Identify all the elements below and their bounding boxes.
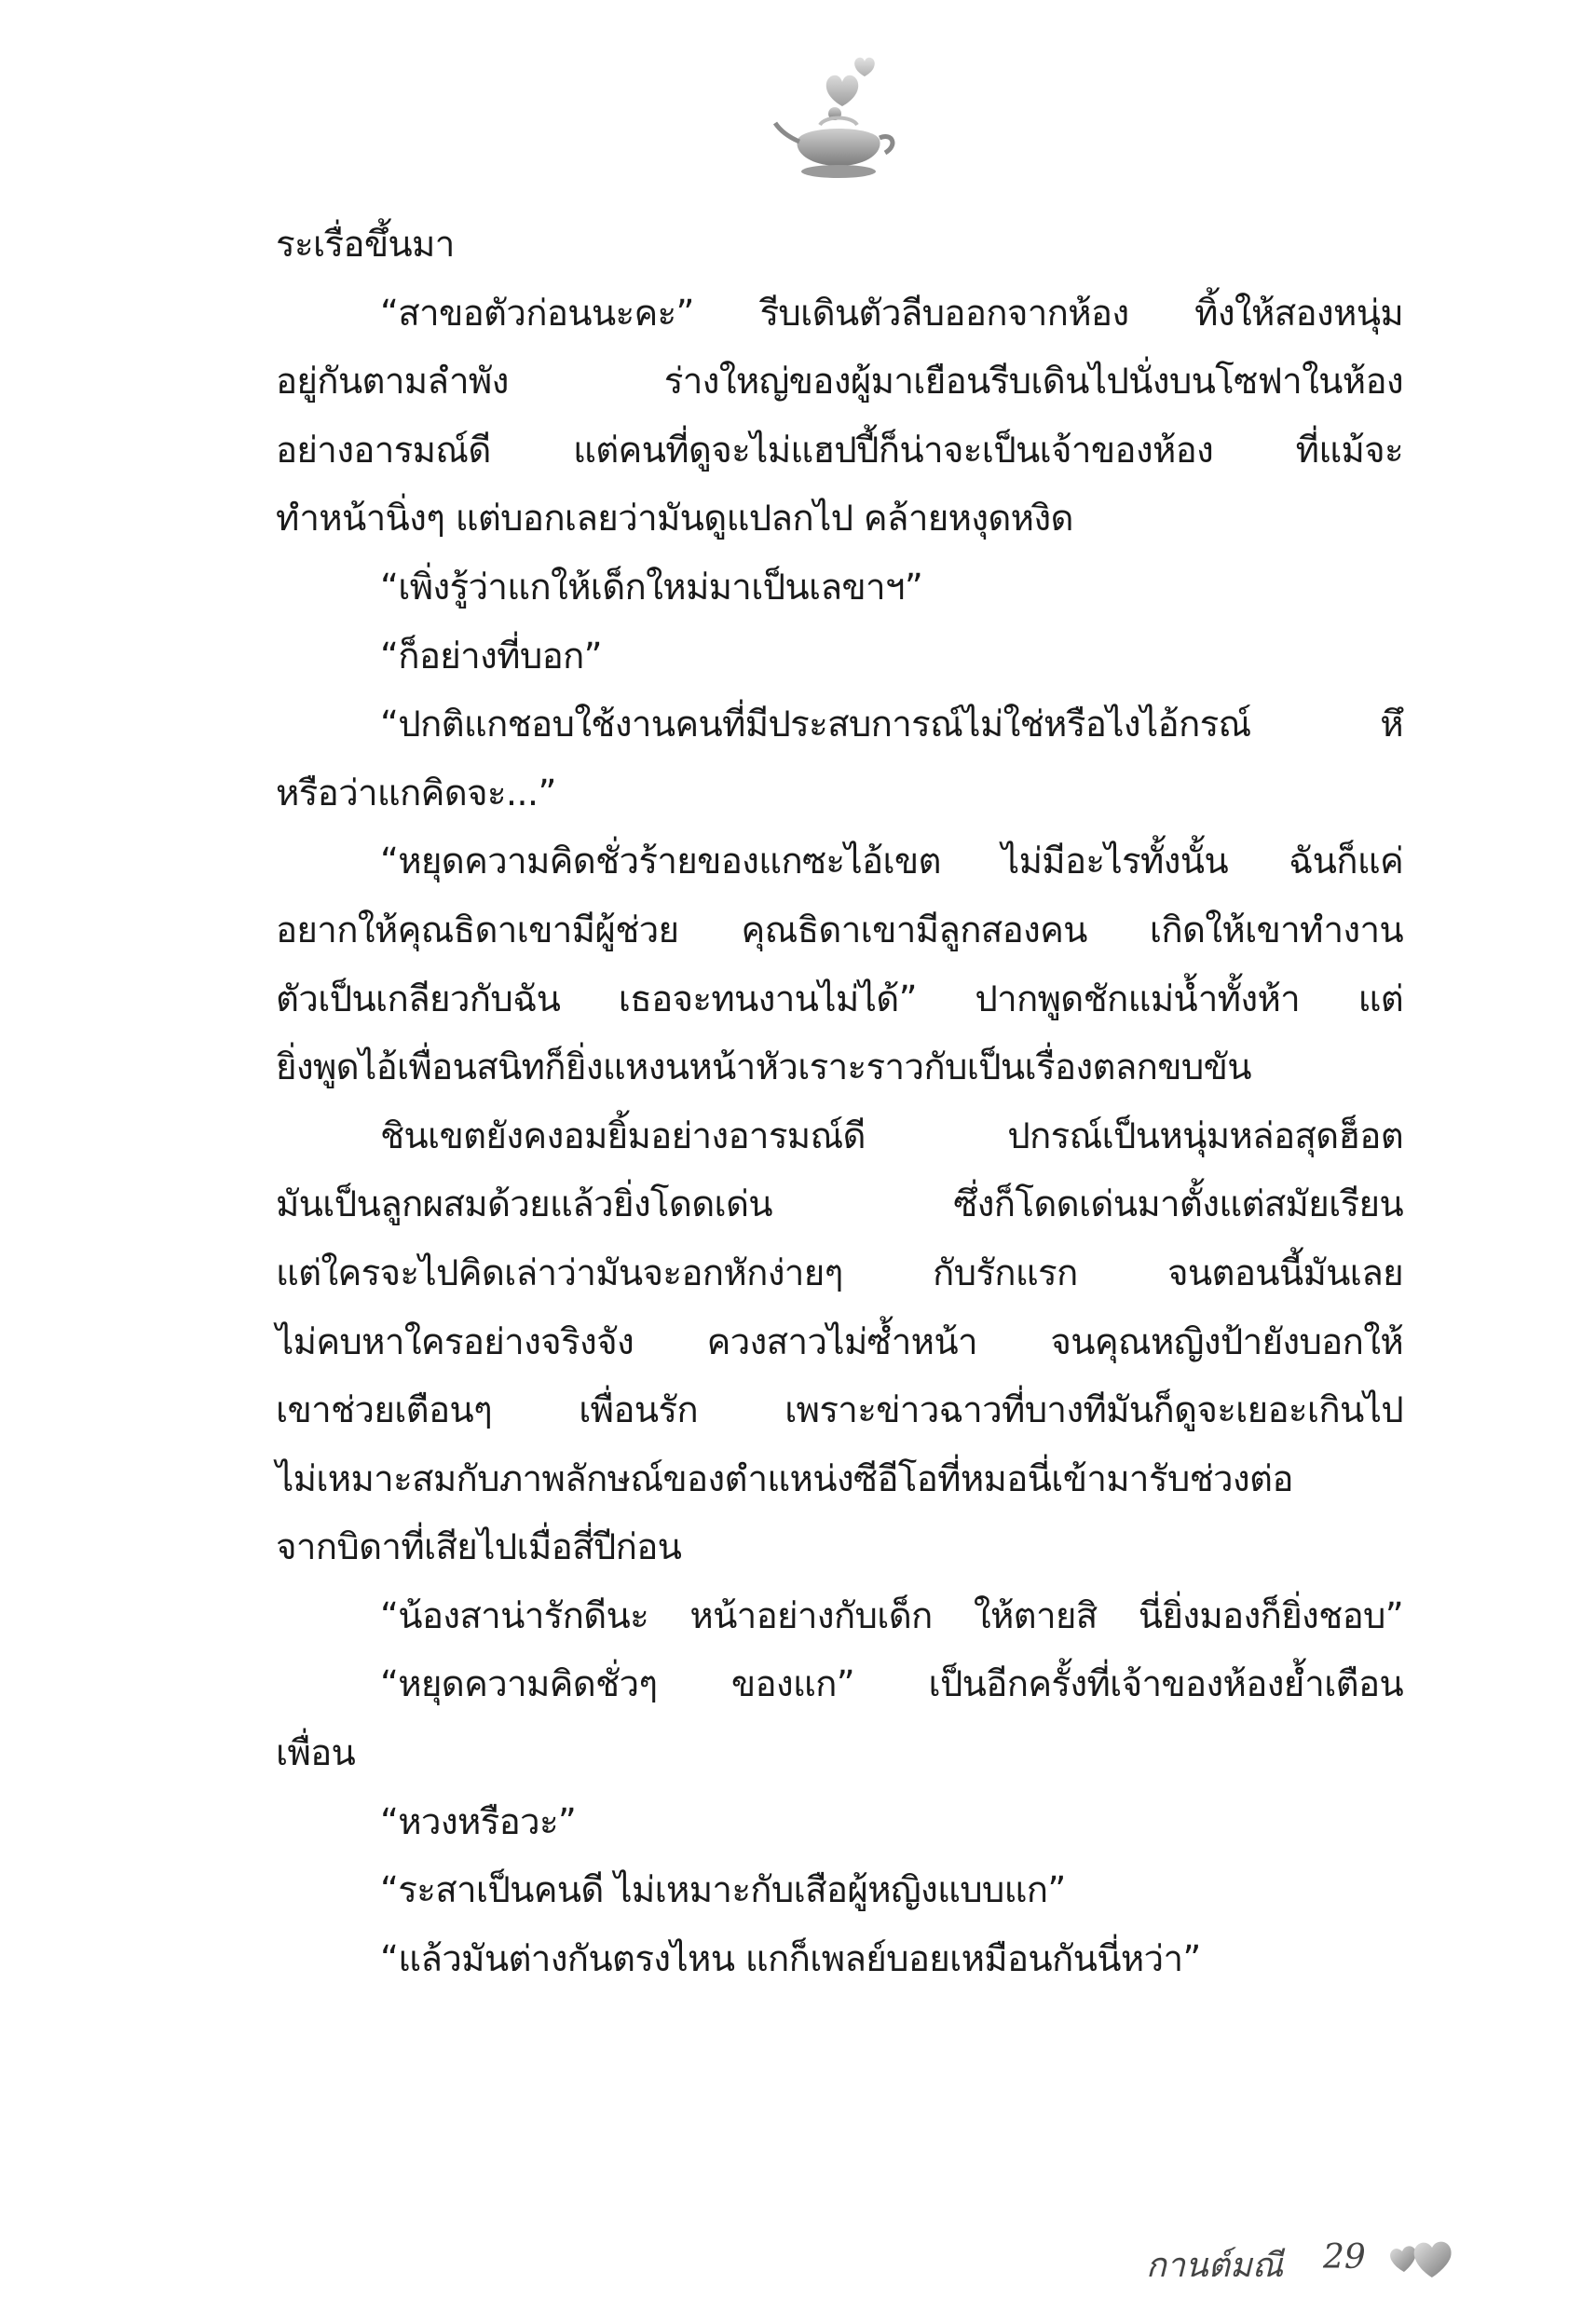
text-line: อย่างอารมณ์ดี แต่คนที่ดูจะไม่แฮปปี้ก็น่าจะเป็นเจ้าของห้อง ที่แม้จะ bbox=[276, 429, 1403, 472]
text-line: “แล้วมันต่างกันตรงไหน แกก็เพลย์บอยเหมือนกันนี่หว่า” bbox=[380, 1937, 1201, 1980]
text-line: มันเป็นลูกผสมด้วยแล้วยิ่งโดดเด่น ซึ่งก็โดดเด่นมาตั้งแต่สมัยเรียน bbox=[276, 1183, 1403, 1226]
text-line: “น้องสาน่ารักดีนะ หน้าอย่างกับเด็ก ให้ตายสิ นี่ยิ่งมองก็ยิ่งชอบ” bbox=[380, 1594, 1403, 1637]
cupid-teapot-ornament-icon bbox=[770, 48, 909, 188]
page-footer bbox=[1146, 2231, 1463, 2305]
text-line: ไม่เหมาะสมกับภาพลักษณ์ของตำแหน่งซีอีโอที่หมอนี่เข้ามารับช่วงต่อ bbox=[276, 1457, 1293, 1500]
text-line: “หยุดความคิดชั่วร้ายของแกซะไอ้เขต ไม่มีอะไรทั้งนั้น ฉันก็แค่ bbox=[380, 841, 1403, 883]
text-line: ชินเขตยังคงอมยิ้มอย่างอารมณ์ดี ปกรณ์เป็นหนุ่มหล่อสุดฮ็อต bbox=[380, 1114, 1403, 1157]
text-line: ระเรื่อขึ้นมา bbox=[276, 224, 455, 266]
text-line: เพื่อน bbox=[276, 1732, 356, 1775]
text-line: “หวงหรือวะ” bbox=[380, 1800, 577, 1843]
twin-hearts-icon bbox=[1384, 2231, 1458, 2287]
text-line: อยู่กันตามลำพัง ร่างใหญ่ของผู้มาเยือนรีบเดินไปนั่งบนโซฟาในห้อง bbox=[276, 361, 1403, 403]
text-line: อยากให้คุณธิดาเขามีผู้ช่วย คุณธิดาเขามีลูกสองคน เกิดให้เขาทำงาน bbox=[276, 909, 1403, 951]
text-line: เขาช่วยเตือนๆ เพื่อนรัก เพราะข่าวฉาวที่บางทีมันก็ดูจะเยอะเกินไป bbox=[276, 1389, 1403, 1432]
text-line: ตัวเป็นเกลียวกับฉัน เธอจะทนงานไม่ได้” ปากพูดชักแม่น้ำทั้งห้า แต่ bbox=[276, 978, 1403, 1020]
text-line: ยิ่งพูดไอ้เพื่อนสนิทก็ยิ่งแหงนหน้าหัวเราะราวกับเป็นเรื่องตลกขบขัน bbox=[276, 1046, 1251, 1089]
text-line: แต่ใครจะไปคิดเล่าว่ามันจะอกหักง่ายๆ กับรักแรก จนตอนนี้มันเลย bbox=[276, 1251, 1403, 1294]
text-line: ทำหน้านิ่งๆ แต่บอกเลยว่ามันดูแปลกไป คล้ายหงุดหงิด bbox=[276, 498, 1073, 540]
text-line: ไม่คบหาใครอย่างจริงจัง ควงสาวไม่ซ้ำหน้า จนคุณหญิงป้ายังบอกให้ bbox=[276, 1320, 1403, 1363]
text-line: “ก็อย่างที่บอก” bbox=[380, 635, 602, 677]
body-text bbox=[276, 211, 1403, 1993]
text-line: “ปกติแกชอบใช้งานคนที่มีประสบการณ์ไม่ใช่หรือไงไอ้กรณ์ หึ bbox=[380, 704, 1403, 746]
text-line: จากบิดาที่เสียไปเมื่อสี่ปีก่อน bbox=[276, 1526, 682, 1569]
page-number: 29 bbox=[1323, 2238, 1366, 2277]
text-line: หรือว่าแกคิดจะ...” bbox=[276, 772, 556, 814]
text-line: “หยุดความคิดชั่วๆ ของแก” เป็นอีกครั้งที่เจ้าของห้องย้ำเตือน bbox=[380, 1663, 1403, 1706]
text-line: “เพิ่งรู้ว่าแกให้เด็กใหม่มาเป็นเลขาฯ” bbox=[380, 566, 923, 609]
text-line: “ระสาเป็นคนดี ไม่เหมาะกับเสือผู้หญิงแบบแก” bbox=[380, 1869, 1066, 1912]
text-line: “สาขอตัวก่อนนะคะ” รีบเดินตัวลีบออกจากห้อง ทิ้งให้สองหนุ่ม bbox=[380, 292, 1403, 335]
book-title: กานต์มณี bbox=[1146, 2247, 1284, 2285]
